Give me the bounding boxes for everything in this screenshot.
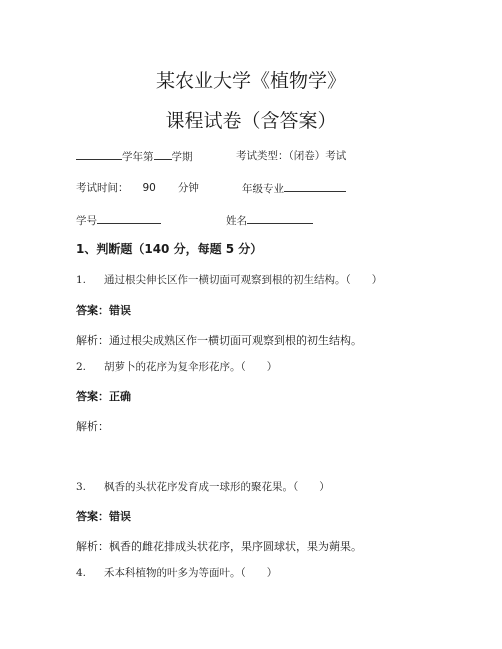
name-line	[226, 212, 313, 228]
exam-time-line	[76, 180, 199, 195]
question-item	[76, 272, 382, 287]
question-number: 3.	[76, 481, 87, 493]
explanation: 解析：通过根尖成熟区作一横切面可观察到根的初生结构。	[76, 334, 362, 347]
question-item	[76, 479, 330, 494]
explanation: 解析：	[76, 420, 109, 433]
explanation: 解析：枫香的雌花排成头状花序，果序圆球状，果为蒴果。	[76, 540, 362, 553]
question-number: 1.	[76, 274, 87, 286]
student-id-label: 学号	[76, 215, 97, 227]
year-blank[interactable]	[76, 148, 122, 160]
question-text: 禾本科植物的叶多为等面叶。（ ）	[104, 567, 278, 579]
term-blank[interactable]	[154, 148, 172, 160]
question-text: 胡萝卜的花序为复伞形花序。（ ）	[104, 361, 278, 373]
name-label: 姓名	[226, 215, 247, 227]
question-number: 4.	[76, 567, 87, 579]
question-item	[76, 359, 277, 374]
student-id-line	[76, 212, 161, 228]
answer: 答案：错误	[76, 304, 131, 317]
section-heading: 1、判断题（140 分，每题 5 分）	[76, 242, 263, 256]
question-text: 通过根尖伸长区作一横切面可观察到根的初生结构。（ ）	[104, 274, 383, 286]
exam-time-label: 考试时间：	[76, 182, 129, 194]
grade-major-label: 年级专业	[242, 183, 284, 195]
document-subtitle: 课程试卷（含答案）	[165, 110, 337, 132]
question-text: 枫香的头状花序发育成一球形的聚花果。（ ）	[104, 481, 330, 493]
student-id-blank[interactable]	[97, 212, 161, 224]
question-item	[76, 565, 277, 580]
exam-time-value: 90	[142, 182, 156, 194]
year-suffix: 学年第	[122, 151, 154, 163]
answer: 答案：正确	[76, 390, 131, 403]
grade-major-blank[interactable]	[284, 180, 346, 192]
answer: 答案：错误	[76, 510, 131, 523]
term-suffix: 学期	[171, 151, 193, 163]
grade-major-line	[242, 180, 346, 196]
exam-time-unit: 分钟	[177, 182, 199, 194]
exam-type: 考试类型：（闭卷）考试	[236, 150, 347, 162]
document-title: 某农业大学《植物学》	[155, 70, 346, 92]
academic-year-line	[76, 148, 193, 164]
name-blank[interactable]	[247, 212, 313, 224]
question-number: 2.	[76, 361, 87, 373]
